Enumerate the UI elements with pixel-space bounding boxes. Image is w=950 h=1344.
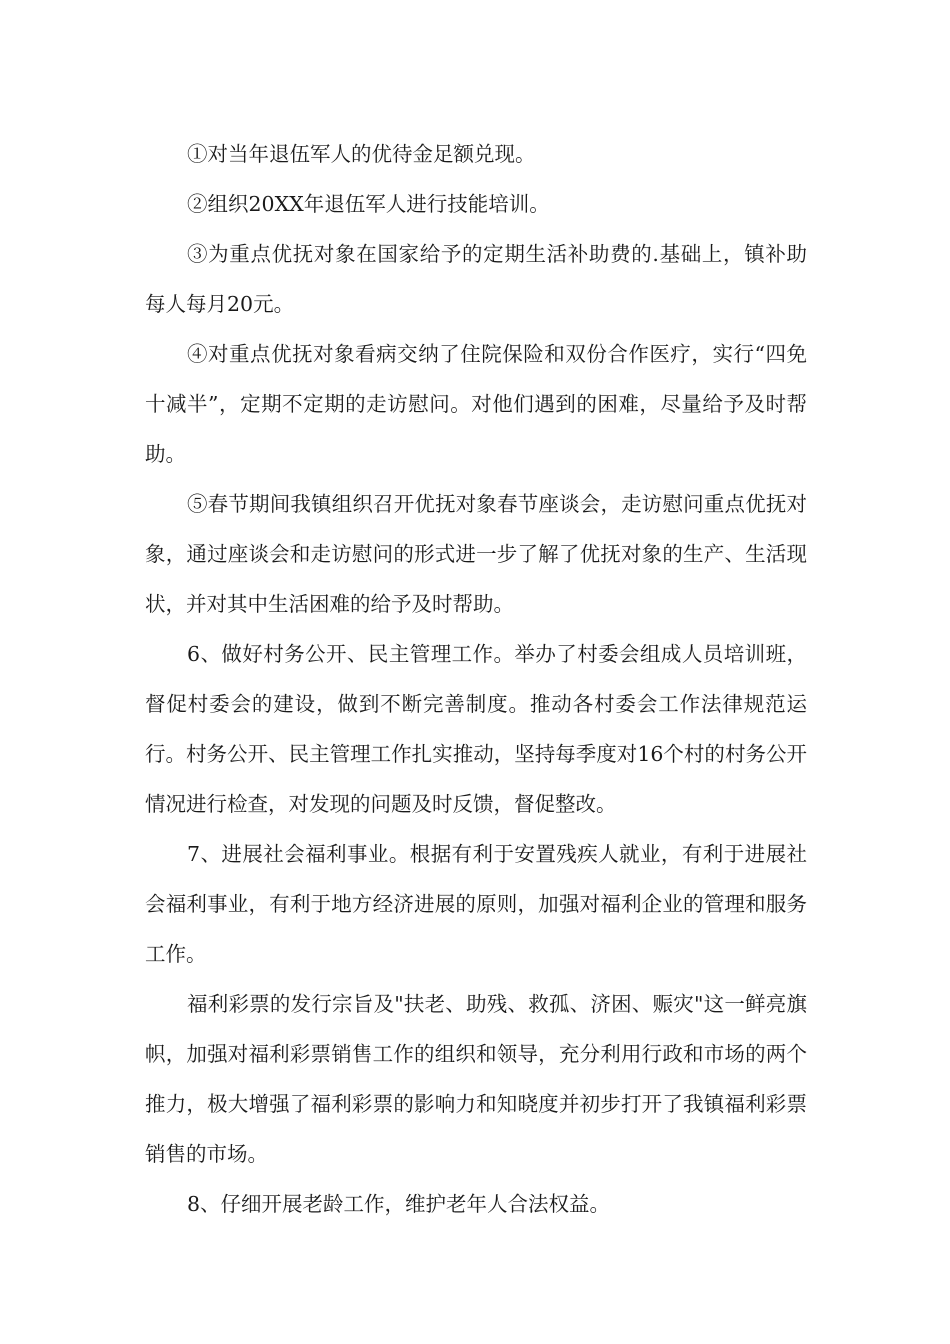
- paragraph-2: ②组织20XX年退伍军人进行技能培训。: [187, 192, 550, 216]
- paragraph-4: ④对重点优抚对象看病交纳了住院保险和双份合作医疗，实行“四免十减半”，定期不定期的走访慰问。对他们遇到的困难，尽量给予及时帮助。: [145, 342, 807, 466]
- paragraph-3: ③为重点优抚对象在国家给予的定期生活补助费的.基础上，镇补助每人每月20元。: [145, 242, 807, 316]
- paragraph-1: ①对当年退伍军人的优待金足额兑现。: [187, 142, 536, 166]
- paragraph-8: 福利彩票的发行宗旨及"扶老、助残、救孤、济困、赈灾"这一鲜亮旗帜，加强对福利彩票销售工作的组织和领导，充分利用行政和市场的两个推力，极大增强了福利彩票的影响力和知晓度并初步打开了我镇福利彩票销售的市场。: [145, 992, 807, 1166]
- paragraph-9: 8、仔细开展老龄工作，维护老年人合法权益。: [187, 1192, 611, 1216]
- paragraph-5: ⑤春节期间我镇组织召开优抚对象春节座谈会，走访慰问重点优抚对象，通过座谈会和走访慰问的形式进一步了解了优抚对象的生产、生活现状，并对其中生活困难的给予及时帮助。: [145, 492, 807, 616]
- paragraph-6: 6、做好村务公开、民主管理工作。举办了村委会组成人员培训班，督促村委会的建设，做到不断完善制度。推动各村委会工作法律规范运行。村务公开、民主管理工作扎实推动，坚持每季度对16个村的村务公开情况进行检查，对发现的问题及时反馈，督促整改。: [145, 642, 807, 816]
- paragraph-7: 7、进展社会福利事业。根据有利于安置残疾人就业，有利于进展社会福利事业，有利于地方经济进展的原则，加强对福利企业的管理和服务工作。: [145, 842, 807, 966]
- document-body: [145, 129, 807, 1229]
